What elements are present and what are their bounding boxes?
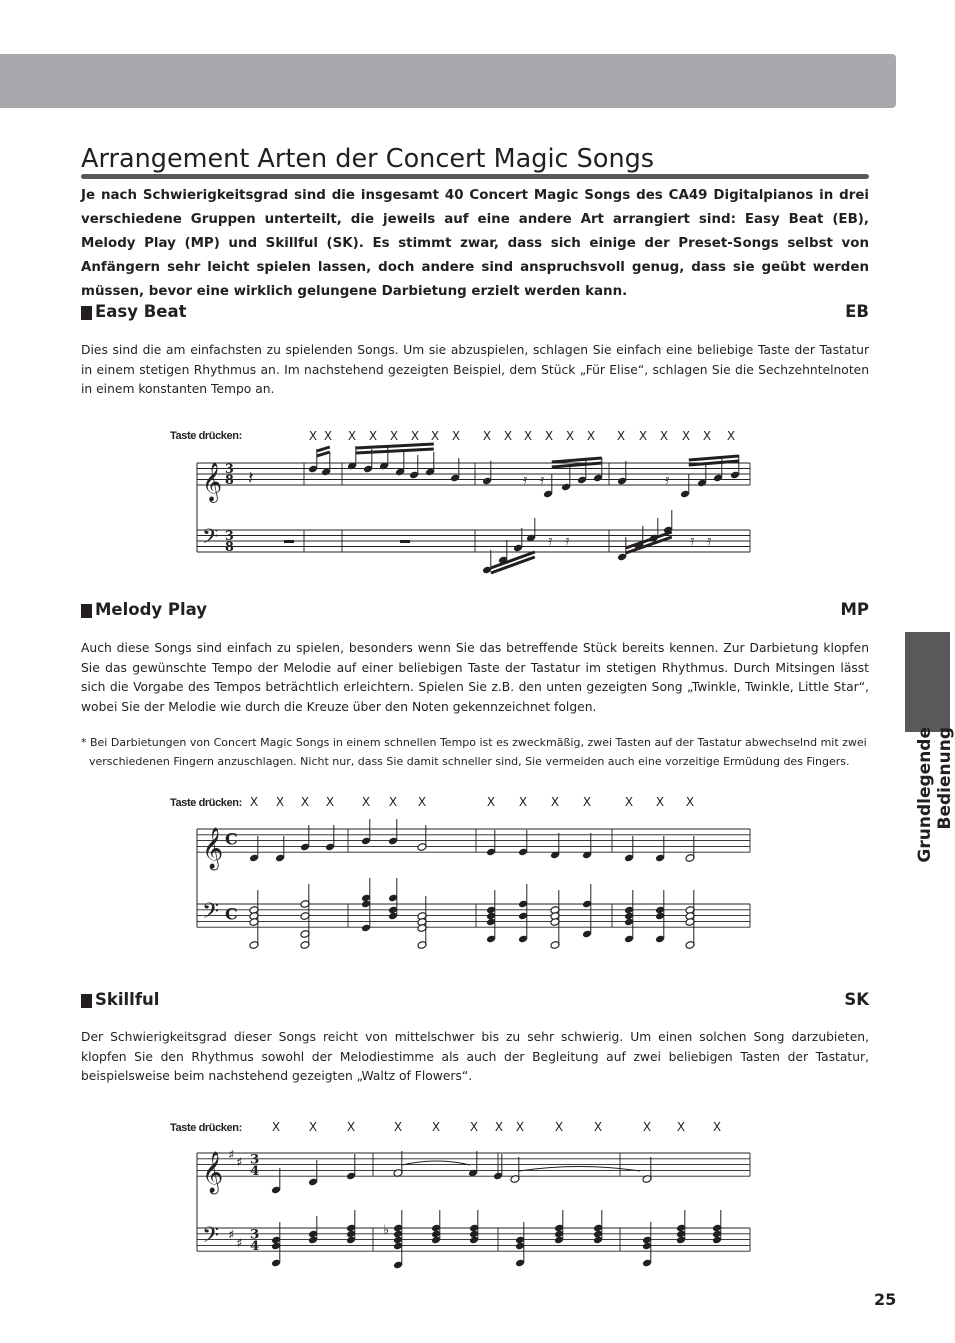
sharp-icon: ♯ bbox=[236, 1236, 243, 1252]
sharp-icon: ♯ bbox=[236, 1155, 243, 1171]
time-signature-top: 3 bbox=[250, 1226, 260, 1243]
page-number: 25 bbox=[874, 1290, 897, 1309]
press-key-mark: X bbox=[249, 795, 259, 809]
sharp-icon: ♯ bbox=[228, 1227, 235, 1243]
press-key-mark: X bbox=[554, 1120, 564, 1134]
press-key-label: Taste drücken: bbox=[170, 1122, 242, 1134]
common-time-icon: C bbox=[225, 829, 238, 849]
press-key-mark: X bbox=[482, 429, 492, 443]
press-key-mark: X bbox=[503, 429, 513, 443]
press-key-mark: X bbox=[515, 1120, 525, 1134]
time-signature-bottom: 8 bbox=[225, 472, 234, 487]
section-title: Skillful bbox=[95, 990, 160, 1009]
press-key-mark: X bbox=[638, 429, 648, 443]
common-time-icon: C bbox=[225, 904, 238, 924]
press-key-mark: X bbox=[565, 429, 575, 443]
press-key-mark: X bbox=[712, 1120, 722, 1134]
score-twinkle-twinkle bbox=[170, 795, 750, 949]
press-key-mark: X bbox=[702, 429, 712, 443]
treble-clef-icon: 𝄞 bbox=[202, 828, 224, 870]
press-key-mark: X bbox=[550, 795, 560, 809]
time-signature-bottom: 4 bbox=[250, 1238, 260, 1255]
press-key-mark: X bbox=[486, 795, 496, 809]
intro-paragraph: Je nach Schwierigkeitsgrad sind die insgesamt 40 Concert Magic Songs des CA49 Digitalpianos in drei verschiedene Gruppen unterteilt, die jeweils auf eine andere Art arrangiert sind: Easy Beat (EB), Melody Play (MP) und Skillful (SK). Es stimmt zwar, dass sich einige der Preset-Songs selbst von Anfängern sehr leicht spielen lassen, doch andere sind anspruchsvoll genug, dass sie geübt werden müssen, bevor eine wirklich gelungene Darbietung erzielt werden kann. bbox=[81, 188, 869, 299]
sixteenth-rest-icon: 𝄿 bbox=[707, 533, 712, 549]
press-key-mark: X bbox=[308, 429, 318, 443]
press-key-mark: X bbox=[586, 429, 596, 443]
press-key-mark: X bbox=[582, 795, 592, 809]
press-key-mark: X bbox=[494, 1120, 504, 1134]
press-key-mark: X bbox=[275, 795, 285, 809]
press-key-mark: X bbox=[323, 429, 333, 443]
press-key-mark: X bbox=[593, 1120, 603, 1134]
treble-clef-icon: 𝄞 bbox=[202, 1152, 224, 1194]
footnote-line: * Bei Darbietungen von Concert Magic Songs in einem schnellen Tempo ist es zweckmäßig, zwei Tasten auf der Tastatur abwechselnd mit zwei bbox=[81, 736, 867, 749]
sixteenth-rest-icon: 𝄿 bbox=[540, 472, 545, 488]
skillful-paragraph: Der Schwierigkeitsgrad dieser Songs reicht von mittelschwer bis zu sehr schwierig. Um einen solchen Song darzubieten, klopfen Sie den Rhythmus sowohl der Melodiestimme als auch der Begleitung auf zwei beliebigen Tasten der Tastatur, beispielsweise beim nachstehend gezeigten „Waltz of Flowers“. bbox=[81, 1030, 869, 1083]
sixteenth-rest-icon: 𝄿 bbox=[523, 472, 528, 488]
press-key-mark: X bbox=[431, 1120, 441, 1134]
press-key-mark: X bbox=[346, 1120, 356, 1134]
score-fur-elise bbox=[170, 429, 750, 574]
beam bbox=[552, 458, 602, 462]
press-key-mark: X bbox=[523, 429, 533, 443]
press-key-mark: X bbox=[361, 795, 371, 809]
press-key-mark: X bbox=[417, 795, 427, 809]
press-key-mark: X bbox=[271, 1120, 281, 1134]
bass-clef-icon: 𝄢 bbox=[202, 1222, 220, 1254]
beam bbox=[689, 461, 739, 465]
press-key-mark: X bbox=[544, 429, 554, 443]
press-key-mark: X bbox=[642, 1120, 652, 1134]
time-signature-top: 3 bbox=[225, 461, 234, 476]
time-signature-top: 3 bbox=[225, 528, 234, 543]
press-key-mark: X bbox=[308, 1120, 318, 1134]
press-key-mark: X bbox=[347, 429, 357, 443]
beam bbox=[317, 447, 330, 451]
sixteenth-rest-icon: 𝄿 bbox=[565, 533, 570, 549]
press-key-mark: X bbox=[300, 795, 310, 809]
press-key-mark: X bbox=[616, 429, 626, 443]
whole-rest-icon bbox=[400, 540, 410, 543]
press-key-mark: X bbox=[388, 795, 398, 809]
section-title: Easy Beat bbox=[95, 302, 187, 321]
press-key-mark: X bbox=[685, 795, 695, 809]
score-waltz-of-flowers bbox=[170, 1120, 750, 1269]
footnote-line: verschiedenen Fingern anzuschlagen. Nicht nur, dass Sie damit schneller sind, Sie vermeiden auch eine vorzeitige Ermüdung des Fingers. bbox=[89, 755, 850, 768]
press-key-mark: X bbox=[655, 795, 665, 809]
easy-beat-paragraph: Dies sind die am einfachsten zu spielenden Songs. Um sie abzuspielen, schlagen Sie einfach eine beliebige Taste der Tastatur in einem stetigen Rhythmus an. Im nachstehend gezeigten Beispiel, dem Stück „Für Elise“, schlagen Sie die Sechzehntelnoten in einem konstanten Tempo an. bbox=[81, 343, 869, 396]
press-key-mark: X bbox=[389, 429, 399, 443]
section-title: Melody Play bbox=[95, 600, 208, 619]
press-key-mark: X bbox=[368, 429, 378, 443]
chapter-tab-text: Grundlegende Bedienung bbox=[915, 727, 955, 863]
quarter-rest-icon: 𝄽 bbox=[248, 468, 254, 489]
press-key-mark: X bbox=[659, 429, 669, 443]
section-abbr: EB bbox=[845, 302, 869, 321]
melody-play-paragraph: Auch diese Songs sind einfach zu spielen, besonders wenn Sie das betreffende Stück bereits kennen. Zur Darbietung klopfen Sie das gewünschte Tempo der Melodie auf einer beliebigen Taste der Tastatur im stetigen Rhythmus. Durch Mitsingen lässt sich die Vorgabe des Tempos beträchtlich erleichtern. Spielen Sie z.B. den unten gezeigten Song „Twinkle, Twinkle, Little Star“, wobei Sie der Melodie wie durch die Kreuze über den Noten gekennzeichnet folgen. bbox=[81, 641, 869, 714]
press-key-mark: X bbox=[469, 1120, 479, 1134]
press-key-mark: X bbox=[410, 429, 420, 443]
beam bbox=[689, 456, 739, 460]
time-signature-top: 3 bbox=[250, 1151, 260, 1168]
flat-icon: ♭ bbox=[383, 1223, 390, 1238]
bass-clef-icon: 𝄢 bbox=[202, 524, 219, 554]
sixteenth-rest-icon: 𝄿 bbox=[548, 533, 553, 549]
bass-clef-icon: 𝄢 bbox=[202, 898, 220, 930]
press-key-mark: X bbox=[518, 795, 528, 809]
press-key-mark: X bbox=[325, 795, 335, 809]
page-title: Arrangement Arten der Concert Magic Songs bbox=[81, 144, 655, 174]
press-key-mark: X bbox=[393, 1120, 403, 1134]
beam bbox=[317, 452, 330, 456]
beam bbox=[552, 463, 602, 467]
press-key-mark: X bbox=[681, 429, 691, 443]
beam bbox=[356, 444, 434, 448]
press-key-label: Taste drücken: bbox=[170, 797, 242, 809]
section-abbr: MP bbox=[840, 600, 869, 619]
time-signature-bottom: 4 bbox=[250, 1163, 260, 1180]
section-abbr: SK bbox=[844, 990, 869, 1009]
press-key-mark: X bbox=[451, 429, 461, 443]
sixteenth-rest-icon: 𝄿 bbox=[665, 472, 670, 488]
press-key-mark: X bbox=[624, 795, 634, 809]
press-key-mark: X bbox=[430, 429, 440, 443]
treble-clef-icon: 𝄞 bbox=[202, 462, 223, 502]
whole-rest-icon bbox=[284, 540, 294, 543]
sixteenth-rest-icon: 𝄿 bbox=[690, 533, 695, 549]
press-key-mark: X bbox=[726, 429, 736, 443]
sharp-icon: ♯ bbox=[228, 1148, 235, 1163]
time-signature-bottom: 8 bbox=[225, 539, 234, 554]
beam bbox=[356, 449, 434, 453]
press-key-label: Taste drücken: bbox=[170, 430, 242, 442]
press-key-mark: X bbox=[676, 1120, 686, 1134]
